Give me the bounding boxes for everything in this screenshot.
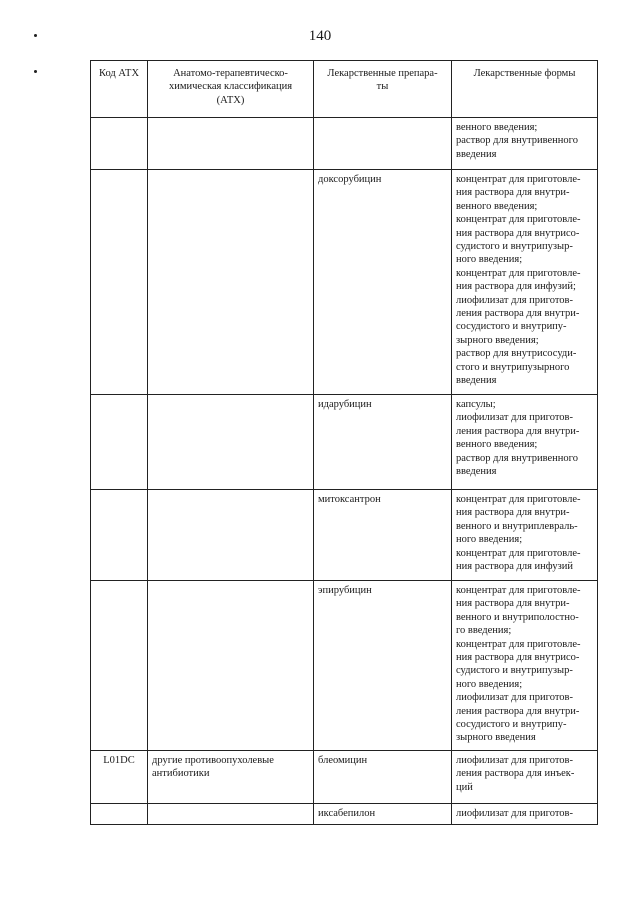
header-classification: Анатомо-терапевтическо- химическая классификация (АТХ): [148, 61, 314, 118]
cell-code: [91, 804, 148, 825]
scan-mark: [34, 70, 37, 73]
cell-drug: доксорубицин: [314, 170, 452, 395]
cell-forms: концентрат для приготовле- ния раствора для внутри- венного и внутриполостно- го введения; концентрат для приготовле- ния раствора для внутрисо- судистого и внутрипузыр- ного введения; лиофилизат для приготов- ления раствора для внутри- сосудистого и внутрипу- зырного введения: [452, 581, 598, 751]
cell-forms: концентрат для приготовле- ния раствора для внутри- венного введения; концентрат для приготовле- ния раствора для внутрисо- судистого и внутрипузыр- ного введения; концентрат для приготовле- ния раствора для инфузий; лиофилизат для приготов- ления раствора для внутри- сосудистого и внутрипу- зырного введения; раствор для внутрисосуди- стого и внутрипузырного введения: [452, 170, 598, 395]
cell-forms: капсулы; лиофилизат для приготов- ления раствора для внутри- венного введения; раствор для внутривенного введения: [452, 395, 598, 490]
cell-code: [91, 490, 148, 581]
table-row: [91, 395, 598, 490]
cell-drug: [314, 118, 452, 170]
cell-classification: [148, 118, 314, 170]
header-forms: Лекарственные формы: [452, 61, 598, 118]
cell-classification: [148, 804, 314, 825]
cell-code: [91, 170, 148, 395]
atx-table: [90, 60, 598, 825]
cell-classification: [148, 490, 314, 581]
cell-drug: митоксантрон: [314, 490, 452, 581]
cell-forms: концентрат для приготовле- ния раствора для внутри- венного и внутриплевраль- ного введения; концентрат для приготовле- ния раствора для инфузий: [452, 490, 598, 581]
cell-classification: [148, 170, 314, 395]
header-drugs: Лекарственные препара- ты: [314, 61, 452, 118]
cell-drug: иксабепилон: [314, 804, 452, 825]
cell-code: [91, 581, 148, 751]
cell-code: [91, 118, 148, 170]
cell-classification: [148, 581, 314, 751]
table-row: [91, 751, 598, 804]
cell-drug: блеомицин: [314, 751, 452, 804]
cell-code: L01DC: [91, 751, 148, 804]
page-number: 140: [308, 28, 332, 44]
cell-code: [91, 395, 148, 490]
table-row: [91, 490, 598, 581]
header-code: Код АТХ: [91, 61, 148, 118]
cell-drug: эпирубицин: [314, 581, 452, 751]
cell-forms: лиофилизат для приготов-: [452, 804, 598, 825]
table-row: [91, 170, 598, 395]
table-row: [91, 581, 598, 751]
table-header-row: [91, 61, 598, 118]
table-row: [91, 118, 598, 170]
cell-classification: другие противоопухолевые антибиотики: [148, 751, 314, 804]
cell-forms: лиофилизат для приготов- ления раствора для инъек- ций: [452, 751, 598, 804]
scan-mark: [34, 34, 37, 37]
cell-forms: венного введения; раствор для внутривенного введения: [452, 118, 598, 170]
cell-drug: идарубицин: [314, 395, 452, 490]
table-row: [91, 804, 598, 825]
cell-classification: [148, 395, 314, 490]
